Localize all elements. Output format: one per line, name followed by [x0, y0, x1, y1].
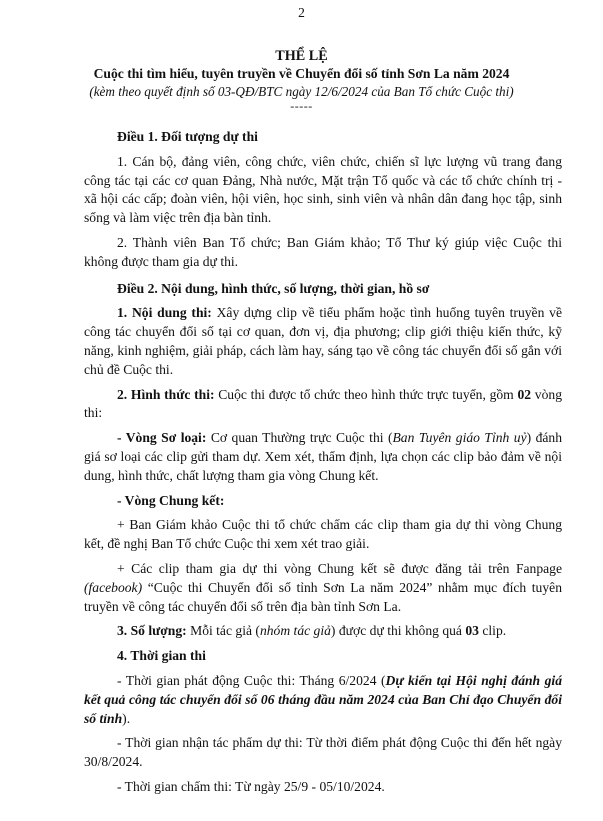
- page-number: 2: [298, 5, 305, 20]
- final-p2-text-b: “Cuộc thi Chuyển đổi số tỉnh Sơn La năm 2024” nhằm mục đích tuyên truyền về công tác chuyển đổi số trên địa bàn tỉnh Sơn La.: [84, 579, 562, 614]
- prelim-text-a: Cơ quan Thường trực Cuộc thi (: [206, 430, 393, 446]
- document-subtitle: Cuộc thi tìm hiểu, tuyên truyền về Chuyển đổi số tỉnh Sơn La năm 2024: [93, 66, 510, 81]
- quantity-paragraph: [84, 622, 562, 641]
- final-paragraph-2: [84, 560, 562, 616]
- prelim-text-b: ) đánh giá sơ loại các clip gửi tham dự. Xem xét, thẩm định, lựa chọn các clip bảo đảm về nội dung, hình thức, chất lượng tham gia vòng Chung kết.: [84, 430, 563, 483]
- document-note: (kèm theo quyết định số 03-QĐ/BTC ngày 12/6/2024 của Ban Tổ chức Cuộc thi): [89, 84, 514, 99]
- time-paragraph-2: - Thời gian nhận tác phẩm dự thi: Từ thời điểm phát động Cuộc thi đến hết ngày 30/8/2024.: [84, 735, 562, 770]
- article-1-heading: Điều 1. Đối tượng dự thi: [117, 129, 258, 144]
- quantity-label: 3. Số lượng:: [117, 623, 187, 639]
- article-1-paragraph-1: 1. Cán bộ, đảng viên, công chức, viên chức, chiến sĩ lực lượng vũ trang đang công tác tại các cơ quan Đảng, Nhà nước, Mặt trận Tổ quốc và các tổ chức chính trị - xã hội các cấp; đoàn viên, hội viên, học sinh, sinh viên và nhân dân đang học tập, sinh sống và làm việc trên địa bàn tỉnh.: [84, 153, 562, 226]
- time-p1-italic: Dự kiến tại Hội nghị đánh giá kết quả công tác chuyển đổi số 06 tháng đầu năm 2024 của Ban Chỉ đạo Chuyển đổi số tỉnh: [84, 672, 562, 726]
- content-label: 1. Nội dung thi:: [117, 305, 212, 321]
- time-paragraph-3: - Thời gian chấm thi: Từ ngày 25/9 - 05/10/2024.: [117, 778, 385, 794]
- form-tail: vòng thi:: [84, 386, 562, 421]
- final-label: - Vòng Chung kết:: [117, 492, 225, 508]
- article-1-paragraph-2: 2. Thành viên Ban Tổ chức; Ban Giám khảo; Tổ Thư ký giúp việc Cuộc thi không được tham gia dự thi.: [84, 234, 562, 269]
- content-paragraph: [84, 304, 562, 379]
- prelim-italic: Ban Tuyên giáo Tỉnh uỷ: [392, 430, 527, 446]
- divider: -----: [290, 99, 313, 113]
- time-p1-text-b: ).: [122, 710, 131, 726]
- final-paragraph-1: + Ban Giám khảo Cuộc thi tổ chức chấm các clip tham gia dự thi vòng Chung kết, đề nghị Ban Tổ chức Cuộc thi xem xét trao giải.: [84, 517, 562, 552]
- quantity-count: 03: [465, 623, 479, 639]
- document-title: THỂ LỆ: [275, 48, 328, 64]
- final-p2-text-a: + Các clip tham gia dự thi vòng Chung kết sẽ được đăng tải trên Fanpage: [117, 560, 562, 576]
- content-text: Xây dựng clip về tiểu phẩm hoặc tình huống tuyên truyền về công tác chuyển đổi số tại cơ quan, đơn vị, địa phương; clip giới thiệu kiến thức, kỹ năng, kinh nghiệm, giải pháp, cách làm hay, sáng tạo về công tác chuyển đổi số gắn với chủ đề Cuộc thi.: [84, 305, 562, 377]
- form-text: Cuộc thi được tổ chức theo hình thức trực tuyến, gồm: [214, 386, 518, 402]
- prelim-label: - Vòng Sơ loại:: [117, 430, 207, 446]
- time-label: 4. Thời gian thi: [117, 648, 206, 664]
- final-p2-italic: (facebook): [84, 579, 143, 595]
- quantity-text-b: ) được dự thi không quá: [330, 623, 466, 639]
- time-p1-text-a: - Thời gian phát động Cuộc thi: Tháng 6/2024 (: [117, 672, 386, 688]
- document-body: [84, 120, 562, 797]
- form-label: 2. Hình thức thi:: [117, 386, 215, 402]
- quantity-italic: nhóm tác giả: [259, 623, 331, 639]
- form-count: 02: [517, 386, 532, 402]
- quantity-tail: clip.: [478, 623, 507, 639]
- article-2-heading: Điều 2. Nội dung, hình thức, số lượng, thời gian, hồ sơ: [117, 280, 430, 296]
- prelim-paragraph: [84, 429, 562, 485]
- form-paragraph: [84, 386, 562, 424]
- time-paragraph-1: [84, 672, 562, 728]
- quantity-text-a: Mỗi tác giả (: [186, 623, 260, 639]
